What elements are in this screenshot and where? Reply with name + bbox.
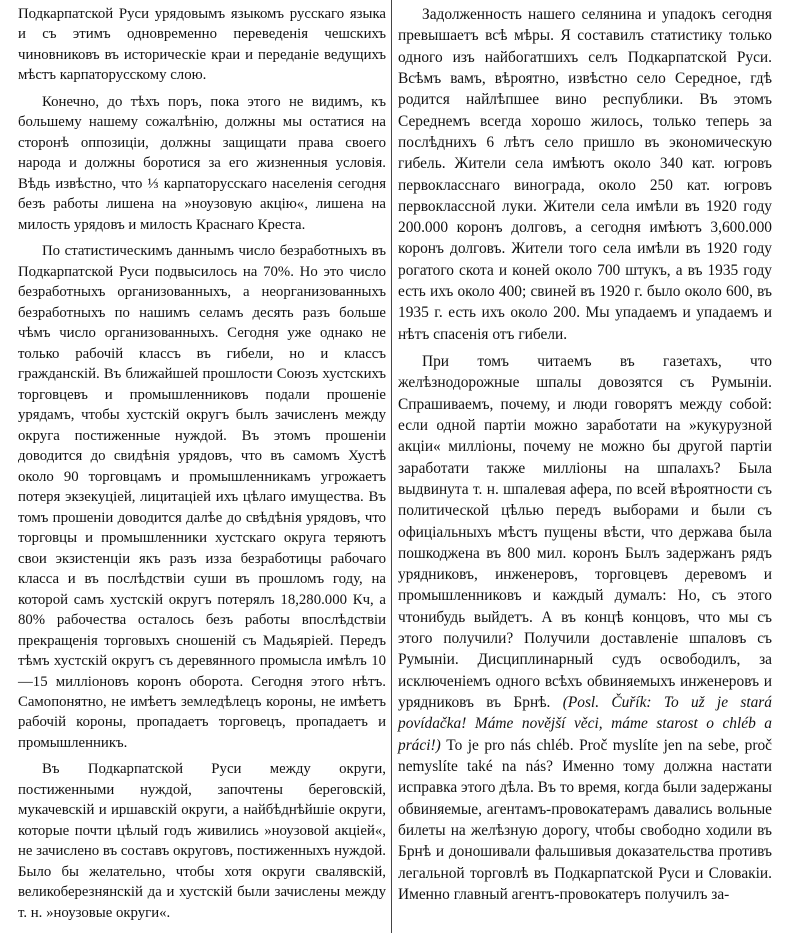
right-paragraph-2 <box>398 351 772 905</box>
left-column <box>18 4 386 929</box>
left-paragraph-3: По статистическимъ даннымъ число безработныхъ въ Подкарпатской Руси подвысилось на 70%. Но это число безработныхъ организованныхъ, а неорганизованныхъ безработныхъ по нашимъ селамъ десять разъ больше чѣмъ число организованныхъ. Сегодня уже однако не только рабочій классъ въ гибели, но и классъ гражданскій. Въ ближайшей прошлости Союзъ хустскихъ торговцевъ и промышленниковъ подали прошеніе урядамъ, чтобы хустскій округъ былъ зачисленъ между округа постиженные нуждой. Въ этомъ прошеніи доводится до свидѣнія урядовъ, что въ самомъ Хустѣ около 90 торговцамъ и промышленникамъ угрожаетъ потеря экзекуцiей, лицитаціей ихъ цѣлаго имущества. Въ томъ прошеніи доводится далѣе до свѣдѣнія урядовъ, что торговцы и промышленники хустскаго округа теряютъ свои экзистенціи якъ разъ изза безработицы рабочаго класса и въ послѣдствіи суши въ прошломъ году, на которой самъ хустскій округъ потерялъ 18,280.000 Кч, а 80% рабочества осталось безъ работы впослѣдствіи прекращенія торговыхъ сношеній съ Мадьяріей. Передъ тѣмъ хустскій округъ съ деревянного промысла имѣлъ 10—15 милліоновъ коронъ оборота. Сегодня этого нѣтъ. Самопонятно, не имѣетъ земледѣлецъ короны, не имѣетъ рабочій короны, пропадаетъ торговецъ, пропадаетъ и промышленникъ. <box>18 243 386 751</box>
czech-reply: To je pro nás chléb. Proč myslíte jen na sebe, proč nemyslíte také na nás? <box>398 736 772 775</box>
right-paragraph-2-continuation: Именно тому должна настати исправка этого дѣла. Въ то время, когда были задержаны обвиняемые, агентамъ-провокатерамъ давались вольные билеты на желѣзную дорогу, чтобы свободно ходили въ Брнѣ и доношивали фальшивыя доказательства противъ легальной торговлѣ въ Подкарпатской Руси и Словакіи. Именно главный агентъ-провокатеръ получилъ за- <box>398 757 772 903</box>
interjection-czech: (Posl. Čuřík: To už je stará povídačka! Máme novější věci, máme starost o chléb a práci!) <box>398 694 772 754</box>
left-paragraph-4: Въ Подкарпатской Руси между округи, постиженными нуждой, започтены береговскій, мукачевскій и иршавскій округи, а найбѣднѣйшіе округи, которые почти цѣлый годъ живились »ноузовой акціей«, не зачислено въ составъ округовъ, постиженныхъ нуждой. Было бы желательно, чтобы хотя округи свалявскій, великоберезнянскій да и хустскій были зачислены между т. н. »ноузовые округи«. <box>18 761 386 921</box>
left-paragraph-1: Подкарпатской Руси урядовымъ языкомъ русскаго языка и съ этимъ одновременно переведенія чешскихъ чиновниковъ въ историческіе краи и переданіе ведущихъ мѣстъ карпаторусскому слою. <box>18 6 386 84</box>
column-divider <box>391 0 392 933</box>
right-paragraph-2-text: При томъ читаемъ въ газетахъ, что желѣзнодорожные шпалы довозятся съ Румыніи. Спрашиваемъ, почему, и люди говорятъ между собой: если одной партіи можно заработати на »кукурузной акціи« милліоны, почему не можно бы другой партіи заработати также милліоны на шпалахъ? Была выдвинута т. н. шпалевая афера, по всей вѣроятности съ политической цѣлью передъ выборами и были съ офиціальныхъ мѣстъ пущены вѣсти, что держава была пошкоджена въ 800 мил. коронъ Былъ задержанъ рядъ урядниковъ, инженеровъ, торговцевъ деревомъ и промышленниковъ и каждый думалъ: Но, съ этого чтонибудь выйдетъ. А въ концѣ концовъ, что мы съ этого получили? Получили доставленіе шпаловъ съ Румыніи. Дисциплинарный судъ освободилъ, за исключеніемъ одного всѣхъ обвиняемыхъ инженеровъ и урядниковъ въ Брнѣ. <box>398 353 772 711</box>
right-column <box>398 4 772 911</box>
left-paragraph-2: Конечно, до тѣхъ поръ, пока этого не видимъ, къ большему нашему сожалѣнію, должны мы остатися на сторонѣ оппозиціи, должны защищати права своего народа и должны боротися за его жизненныя условія. Вѣдь извѣстно, что ⅓ карпаторусскаго населенія сегодня безъ работы лишена на »ноузовую акцію«, лишена на милость урядовъ и милость Краснаго Креста. <box>18 93 386 233</box>
right-paragraph-1: Задолженность нашего селянина и упадокъ сегодня превышаетъ всѣ мѣры. Я составилъ статистику только одного изъ найбогатшихъ селъ Подкарпатской Руси. Всѣмъ вамъ, вѣроятно, извѣстно село Середное, гдѣ родится найлѣпшее вино республики. Въ этомъ Середнемъ всегда хорошо жилось, только теперь за послѣднихъ 6 лѣтъ село пришло въ экономическую гибель. Жители села имѣютъ около 340 кат. югровъ первокласснаго винограда, около 250 кат. югровъ первоклассной луки. Жители села имѣли въ 1920 году 200.000 коронъ долговъ, а сегодня имѣютъ 3,600.000 коронъ долговъ. Жители того села имѣли въ 1920 году рогатого скота и коней около 700 штукъ, а въ 1935 году есть ихъ около 400; свиней въ 1920 г. было около 600, въ 1935 г. есть ихъ около 200. Мы упадаемъ и упадаемъ и нѣтъ спасенія отъ гибели. <box>398 6 772 343</box>
